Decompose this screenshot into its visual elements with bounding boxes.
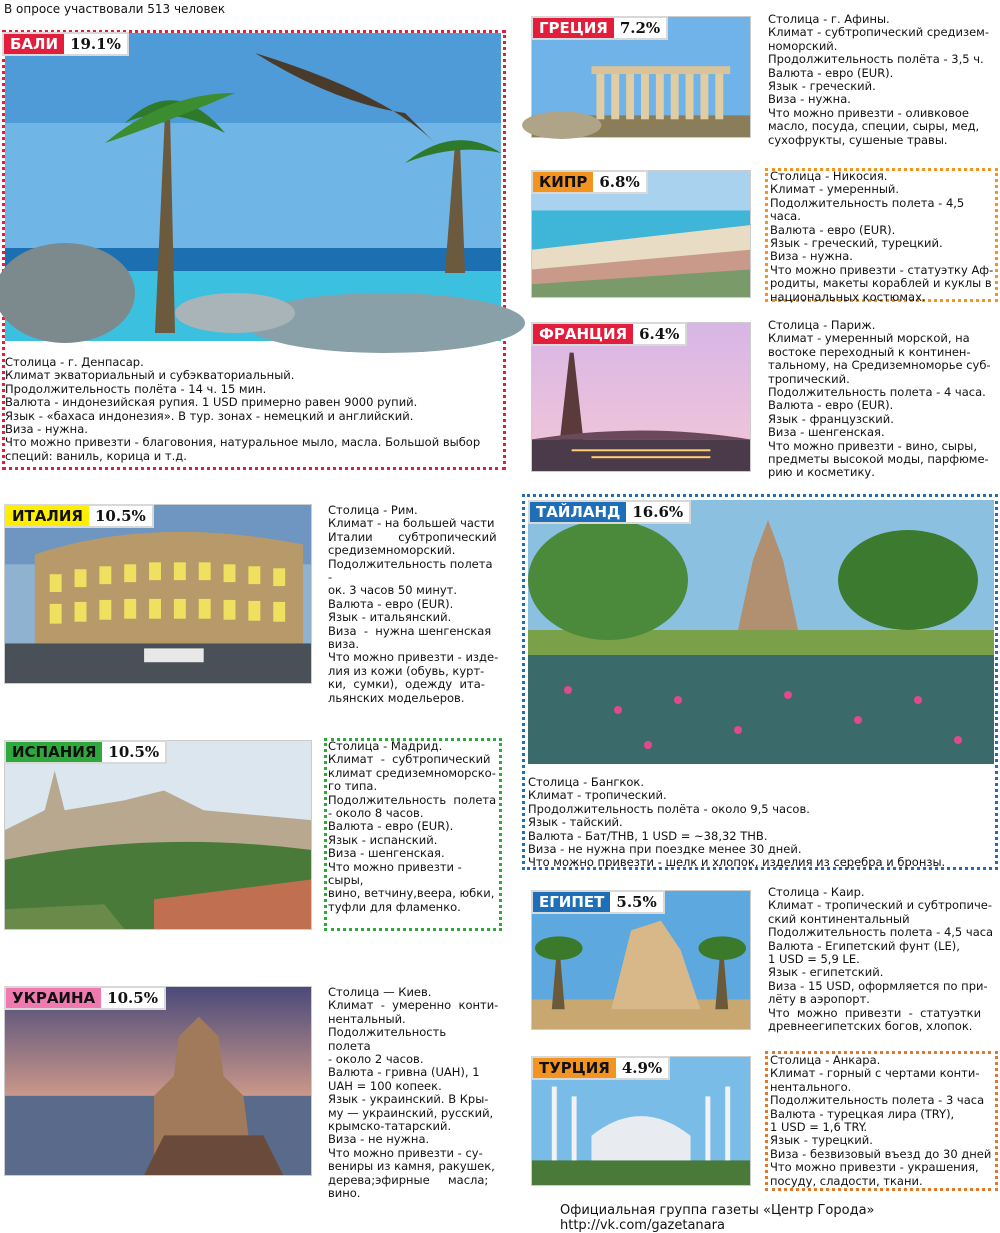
- info-line: Подолжительность полета - 4 часа.: [768, 385, 986, 400]
- info-line: климат средиземноморско-: [328, 765, 496, 780]
- italy-badge: [4, 504, 154, 528]
- info-line: Столица - Анкара.: [770, 1053, 881, 1067]
- info-line: сухофрукты, сушеные травы.: [768, 132, 948, 147]
- info-line: Подолжительность полета - 4,5 часа.: [770, 195, 968, 224]
- info-line: туфли для фламенко.: [328, 899, 461, 914]
- info-line: Валюта - Бат/THB, 1 USD = ~38,32 THB.: [528, 828, 768, 843]
- ukraine-photo: [4, 986, 312, 1176]
- info-line: предметы высокой моды, парфюме-: [768, 452, 989, 467]
- spain-name: ИСПАНИЯ: [6, 742, 102, 762]
- info-line: дерева;эфирные масла;: [328, 1172, 489, 1187]
- info-line: Подолжительность полета: [328, 792, 497, 807]
- info-line: Язык - греческий, турецкий.: [770, 236, 943, 251]
- info-line: Что можно привезти - статуэтку Аф-: [770, 262, 994, 277]
- info-line: Язык - египетский.: [768, 965, 884, 980]
- info-line: Что можно привезти - благовония, натуральное мыло, масла. Большой выбор: [5, 435, 481, 450]
- info-line: Валюта - Египетский фунт (LE),: [768, 938, 960, 953]
- info-line: вино, ветчину,веера, юбки,: [328, 886, 495, 901]
- info-line: Валюта - евро (EUR).: [328, 819, 454, 834]
- info-line: Язык - итальянский.: [328, 610, 452, 625]
- info-line: родиты, макеты кораблей и куклы в: [770, 276, 992, 291]
- info-line: Столица - Париж.: [768, 318, 876, 332]
- italy-percent: 10.5%: [89, 506, 152, 526]
- info-line: ский континентальный: [768, 911, 910, 926]
- info-line: Продолжительность полёта - 14 ч. 15 мин.: [5, 381, 267, 396]
- spain-percent: 10.5%: [102, 742, 165, 762]
- france-info: [768, 319, 996, 480]
- ukraine-name: УКРАИНА: [6, 988, 101, 1008]
- info-line: лёту в аэропорт.: [768, 992, 870, 1007]
- info-line: Валюта - индонезийская рупия. 1 USD примерно равен 9000 рупий.: [5, 395, 418, 410]
- info-line: Климат экваториальный и субэкваториальный.: [5, 368, 295, 383]
- info-line: Виза - нужна.: [770, 249, 853, 264]
- info-line: льянских модельеров.: [328, 690, 465, 705]
- info-line: Столица - Мадрид.: [328, 739, 443, 753]
- info-line: Виза - не нужна.: [328, 1132, 430, 1147]
- turkey-percent: 4.9%: [616, 1058, 668, 1078]
- info-line: Что можно привезти - су-: [328, 1145, 483, 1160]
- info-line: Подолжительность полета: [328, 1025, 461, 1053]
- info-line: Что можно привезти - вино, сыры,: [768, 438, 978, 453]
- greece-info: [768, 13, 996, 147]
- info-line: Валюта - евро (EUR).: [768, 65, 894, 80]
- info-line: Что можно привезти - сыры,: [328, 859, 466, 888]
- thailand-photo: [528, 500, 994, 764]
- info-line: Столица — Киев.: [328, 985, 432, 999]
- info-line: Столица - г. Афины.: [768, 12, 890, 26]
- turkey-info: [770, 1054, 996, 1188]
- info-line: ок. 3 часов 50 минут.: [328, 583, 458, 598]
- spain-photo: [4, 740, 312, 930]
- survey-caption: В опросе участвовали 513 человек: [4, 2, 226, 16]
- italy-name: ИТАЛИЯ: [6, 506, 89, 526]
- france-name: ФРАНЦИЯ: [533, 324, 633, 344]
- info-line: Что можно привезти - украшения,: [770, 1160, 979, 1175]
- info-line: Валюта - гривна (UAH), 1: [328, 1065, 480, 1080]
- egypt-badge: [531, 890, 665, 914]
- info-line: Валюта - евро (EUR).: [770, 222, 896, 237]
- info-line: Продолжительность полёта - 3,5 ч.: [768, 52, 984, 67]
- greece-name: ГРЕЦИЯ: [533, 18, 614, 38]
- info-line: средиземноморский.: [328, 543, 456, 558]
- france-percent: 6.4%: [633, 324, 685, 344]
- cyprus-badge: [531, 170, 648, 194]
- greece-percent: 7.2%: [614, 18, 666, 38]
- italy-info: [328, 504, 500, 705]
- turkey-badge: [531, 1056, 670, 1080]
- egypt-percent: 5.5%: [610, 892, 662, 912]
- thailand-percent: 16.6%: [626, 502, 689, 522]
- info-line: Столица - Рим.: [328, 503, 418, 517]
- info-line: древнеегипетских богов, хлопок.: [768, 1019, 973, 1034]
- cyprus-info: [770, 170, 996, 304]
- info-line: ки, сумки), одежду ита-: [328, 677, 485, 692]
- info-line: Что можно привезти - шелк и хлопок, изделия из серебра и бронзы.: [528, 855, 946, 870]
- cyprus-percent: 6.8%: [593, 172, 645, 192]
- info-line: Климат - умеренно конти-: [328, 998, 499, 1013]
- info-line: го типа.: [328, 779, 378, 794]
- info-line: Столица - Никосия.: [770, 169, 888, 183]
- info-line: виза.: [328, 637, 360, 652]
- info-line: Валюта - турецкая лира (TRY),: [770, 1106, 955, 1121]
- info-line: 1 USD = 5,9 LE.: [768, 952, 860, 967]
- footer-caption: Официальная группа газеты «Центр Города» http://vk.com/gazetanara: [560, 1203, 875, 1233]
- info-line: Виза - нужна.: [768, 92, 851, 107]
- info-line: Виза - нужна шенгенская: [328, 623, 492, 638]
- thailand-name: ТАЙЛАНД: [530, 502, 626, 522]
- info-line: нентального.: [770, 1079, 852, 1094]
- info-line: Валюта - евро (EUR).: [328, 596, 454, 611]
- egypt-info: [768, 886, 996, 1033]
- info-line: Климат - тропический.: [528, 788, 667, 803]
- info-line: Валюта - евро (EUR).: [768, 398, 894, 413]
- info-line: нентальный.: [328, 1011, 406, 1026]
- bali-name: БАЛИ: [4, 34, 64, 54]
- greece-badge: [531, 16, 668, 40]
- ukraine-badge: [4, 986, 166, 1010]
- italy-photo: [4, 504, 312, 684]
- info-line: Климат - умеренный морской, на: [768, 331, 970, 346]
- bali-info: [5, 356, 501, 463]
- info-line: Язык - французский.: [768, 411, 894, 426]
- info-line: Италии субтропический: [328, 529, 497, 544]
- info-line: Подолжительность полета - 3 часа: [770, 1093, 985, 1108]
- info-line: Язык - турецкий.: [770, 1133, 873, 1148]
- info-line: вино.: [328, 1186, 361, 1201]
- bali-badge: [2, 32, 129, 56]
- ukraine-info: [328, 986, 500, 1201]
- info-line: Язык - греческий.: [768, 79, 876, 94]
- thailand-badge: [528, 500, 691, 524]
- info-line: Виза - шенгенская.: [328, 846, 445, 861]
- info-line: тропический.: [768, 371, 850, 386]
- info-line: Виза - шенгенская.: [768, 425, 885, 440]
- info-line: лия из кожи (обувь, курт-: [328, 663, 485, 678]
- info-line: Климат - на большей части: [328, 516, 495, 531]
- info-line: Виза - 15 USD, оформляется по при-: [768, 978, 988, 993]
- bali-percent: 19.1%: [64, 34, 127, 54]
- info-line: номорский.: [768, 38, 838, 53]
- info-line: Что можно привезти - изде-: [328, 650, 499, 665]
- info-line: Климат - горный с чертами конти-: [770, 1066, 980, 1081]
- egypt-name: ЕГИПЕТ: [533, 892, 610, 912]
- info-line: Подолжительность полета - 4,5 часа: [768, 925, 994, 940]
- spain-badge: [4, 740, 167, 764]
- info-line: Климат - тропический и субтропиче-: [768, 898, 993, 913]
- france-badge: [531, 322, 687, 346]
- info-line: тальному, на Средиземноморье суб-: [768, 358, 991, 373]
- info-line: Язык - «бахаса индонезия». В тур. зонах - немецкий и английский.: [5, 408, 414, 423]
- turkey-name: ТУРЦИЯ: [533, 1058, 616, 1078]
- thailand-info: [528, 776, 994, 870]
- info-line: Виза - не нужна при поездке менее 30 дней.: [528, 842, 802, 857]
- info-line: Столица - Бангкок.: [528, 775, 645, 789]
- info-line: - около 8 часов.: [328, 806, 424, 821]
- info-line: Столица - Каир.: [768, 885, 865, 899]
- info-line: крымско-татарский.: [328, 1119, 452, 1134]
- info-line: Язык - украинский. В Кры-: [328, 1092, 489, 1107]
- ukraine-percent: 10.5%: [101, 988, 164, 1008]
- info-line: специй: ваниль, корица и т.д.: [5, 448, 187, 463]
- info-line: Что можно привезти - оливковое: [768, 105, 969, 120]
- info-line: Язык - тайский.: [528, 815, 623, 830]
- spain-info: [328, 740, 500, 914]
- info-line: Виза - безвизовый въезд до 30 дней: [770, 1146, 992, 1161]
- info-line: 1 USD = 1,6 TRY.: [770, 1120, 868, 1135]
- info-line: Климат - умеренный.: [770, 182, 900, 197]
- info-line: Подолжительность полета -: [328, 556, 497, 585]
- info-line: Виза - нужна.: [5, 422, 88, 437]
- info-line: национальных костюмах.: [770, 289, 926, 304]
- info-line: UAH = 100 копеек.: [328, 1078, 442, 1093]
- bali-photo: [5, 33, 501, 341]
- info-line: Столица - г. Денпасар.: [5, 355, 144, 369]
- info-line: посуду, сладости, ткани.: [770, 1173, 923, 1188]
- info-line: Что можно привезти - статуэтки: [768, 1005, 982, 1020]
- info-line: Климат - субтропический: [328, 752, 491, 767]
- info-line: вениры из камня, ракушек,: [328, 1159, 495, 1174]
- info-line: Продолжительность полёта - около 9,5 часов.: [528, 801, 810, 816]
- info-line: Язык - испанский.: [328, 832, 438, 847]
- info-line: Климат - субтропический средизем-: [768, 25, 989, 40]
- info-line: рию и косметику.: [768, 465, 875, 480]
- info-line: востоке переходный к континен-: [768, 344, 971, 359]
- info-line: - около 2 часов.: [328, 1052, 424, 1067]
- cyprus-name: КИПР: [533, 172, 593, 192]
- info-line: масло, посуда, специи, сыры, мед,: [768, 119, 980, 134]
- info-line: му — украинский, русский,: [328, 1105, 494, 1120]
